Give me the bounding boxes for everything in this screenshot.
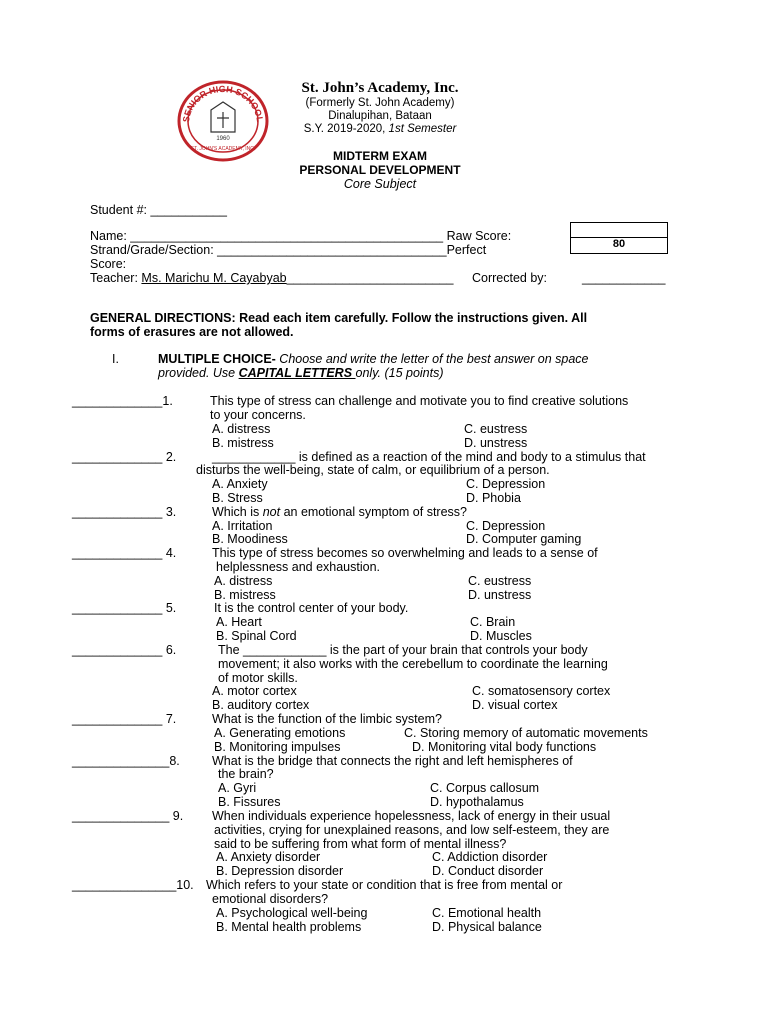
q8-option-d: D. hypothalamus [430,795,524,809]
question-5-line1: It is the control center of your body. [214,601,409,615]
q6-option-c: C. somatosensory cortex [472,684,611,698]
q9-option-a: A. Anxiety disorder [216,850,321,864]
q3-option-c: C. Depression [466,519,546,533]
q8-option-a: A. Gyri [218,781,257,795]
answer-blank-2[interactable]: _____________ 2. [72,450,177,464]
answer-blank-4[interactable]: _____________ 4. [72,546,177,560]
instr-text-c: only. (15 points) [355,366,444,380]
strand-field[interactable]: Strand/Grade/Section: _________________________________Perfect [90,243,487,257]
q10-option-a: A. Psychological well-being [216,906,368,920]
sy-text: S.Y. 2019-2020, [303,123,389,135]
svg-text:SENIOR HIGH SCHOOL: SENIOR HIGH SCHOOL [180,83,266,123]
q7-option-b: B. Monitoring impulses [214,740,341,754]
q10-option-d: D. Physical balance [432,920,542,934]
question-8-line2: the brain? [218,767,274,781]
part-numeral: I. [112,352,119,366]
q10-option-b: B. Mental health problems [216,920,362,934]
school-name: St. John’s Academy, Inc. [301,80,459,96]
question-8-line1: What is the bridge that connects the right and left hemispheres of [212,754,573,768]
q3-text-a: Which is [212,505,263,519]
exam-type: Core Subject [343,177,417,191]
part-instruction-2 [158,366,444,380]
q6-option-b: B. auditory cortex [212,698,310,712]
teacher-blank: ________________________ [286,271,454,285]
question-6-line1: The ____________ is the part of your brain that controls your body [218,643,588,657]
q10-option-c: C. Emotional health [432,906,542,920]
school-address: Dinalupihan, Bataan [328,110,432,122]
question-6-line3: of motor skills. [218,671,298,685]
student-number-field[interactable]: Student #: ___________ [90,203,227,217]
q4-option-a: A. distress [214,574,273,588]
question-10-line2: emotional disorders? [212,892,329,906]
q1-option-d: D. unstress [464,436,528,450]
general-directions-line1: GENERAL DIRECTIONS: Read each item carefully. Follow the instructions given. All [90,311,588,325]
question-9-line1: When individuals experience hopelessness, lack of energy in their usual [212,809,611,823]
q2-option-d: D. Phobia [466,491,521,505]
semester-text: 1st Semester [388,123,457,135]
q2-option-b: B. Stress [212,491,263,505]
question-9-line3: said to be suffering from what form of mental illness? [214,837,507,851]
exam-subject: PERSONAL DEVELOPMENT [299,163,461,177]
q4-option-d: D. unstress [468,588,532,602]
part-heading [158,352,589,366]
general-directions-line2: forms of erasures are not allowed. [90,325,294,339]
answer-blank-3[interactable]: _____________ 3. [72,505,177,519]
instr-capital-letters: CAPITAL LETTERS [238,366,356,380]
teacher-field [90,271,453,285]
q1-option-a: A. distress [212,422,271,436]
question-2-line1: ____________ is defined as a reaction of the mind and body to a stimulus that [212,450,646,464]
q7-option-c: C. Storing memory of automatic movements [404,726,648,740]
question-4-line2: helplessness and exhaustion. [216,560,381,574]
q3-option-b: B. Moodiness [212,532,288,546]
part-instruction-1: Choose and write the letter of the best answer on space [275,352,589,366]
answer-blank-1[interactable]: _____________1. [72,394,173,408]
answer-blank-9[interactable]: ______________ 9. [72,809,184,823]
q9-option-d: D. Conduct disorder [432,864,544,878]
q3-text-not: not [262,505,281,519]
q8-option-b: B. Fissures [218,795,281,809]
q6-option-d: D. visual cortex [472,698,558,712]
teacher-name: Ms. Marichu M. Cayabyab [141,271,287,285]
q5-option-b: B. Spinal Cord [216,629,297,643]
score-label: Score: [90,257,127,271]
answer-blank-10[interactable]: _______________10. [72,878,194,892]
q4-option-b: B. mistress [214,588,276,602]
question-9-line2: activities, crying for unexplained reasons, and low self-esteem, they are [214,823,610,837]
corrected-by-field[interactable]: ____________ [582,271,666,285]
q2-option-a: A. Anxiety [212,477,268,491]
q3-text-c: an emotional symptom of stress? [280,505,467,519]
score-box [570,222,668,254]
answer-blank-7[interactable]: _____________ 7. [72,712,177,726]
question-4-line1: This type of stress becomes so overwhelming and leads to a sense of [212,546,598,560]
name-field[interactable]: Name: _____________________________________________ Raw Score: [90,229,512,243]
corrected-by-label: Corrected by: [472,271,548,285]
q1-option-b: B. mistress [212,436,274,450]
exam-title: MIDTERM EXAM [333,149,427,163]
answer-blank-6[interactable]: _____________ 6. [72,643,177,657]
formerly-name: (Formerly St. John Academy) [305,97,455,109]
school-year [230,123,530,135]
answer-blank-8[interactable]: ______________8. [72,754,180,768]
svg-text:1960: 1960 [216,136,230,142]
q5-option-a: A. Heart [216,615,262,629]
q1-option-c: C. eustress [464,422,528,436]
question-7-line1: What is the function of the limbic system? [212,712,442,726]
question-2-line2: disturbs the well-being, state of calm, or equilibrium of a person. [196,463,550,477]
q9-option-c: C. Addiction disorder [432,850,548,864]
q3-option-a: A. Irritation [212,519,273,533]
q6-option-a: A. motor cortex [212,684,297,698]
part-heading-title: MULTIPLE CHOICE- [158,352,276,366]
q2-option-c: C. Depression [466,477,546,491]
question-1-line2: to your concerns. [210,408,306,422]
answer-blank-5[interactable]: _____________ 5. [72,601,177,615]
q3-option-d: D. Computer gaming [466,532,582,546]
question-10-line1: Which refers to your state or condition that is free from mental or [206,878,563,892]
perfect-score-value: 80 [612,238,626,250]
instr-text-a: provided. Use [158,366,239,380]
question-3-line1 [212,505,467,519]
q4-option-c: C. eustress [468,574,532,588]
q9-option-b: B. Depression disorder [216,864,344,878]
question-1-line1: This type of stress can challenge and motivate you to find creative solutions [210,394,629,408]
q7-option-d: D. Monitoring vital body functions [412,740,597,754]
q5-option-d: D. Muscles [470,629,532,643]
q7-option-a: A. Generating emotions [214,726,346,740]
svg-text:ST. JOHN'S ACADEMY, INC.: ST. JOHN'S ACADEMY, INC. [190,146,256,152]
q8-option-c: C. Corpus callosum [430,781,540,795]
q5-option-c: C. Brain [470,615,516,629]
question-6-line2: movement; it also works with the cerebellum to coordinate the learning [218,657,608,671]
teacher-label: Teacher: [90,271,142,285]
